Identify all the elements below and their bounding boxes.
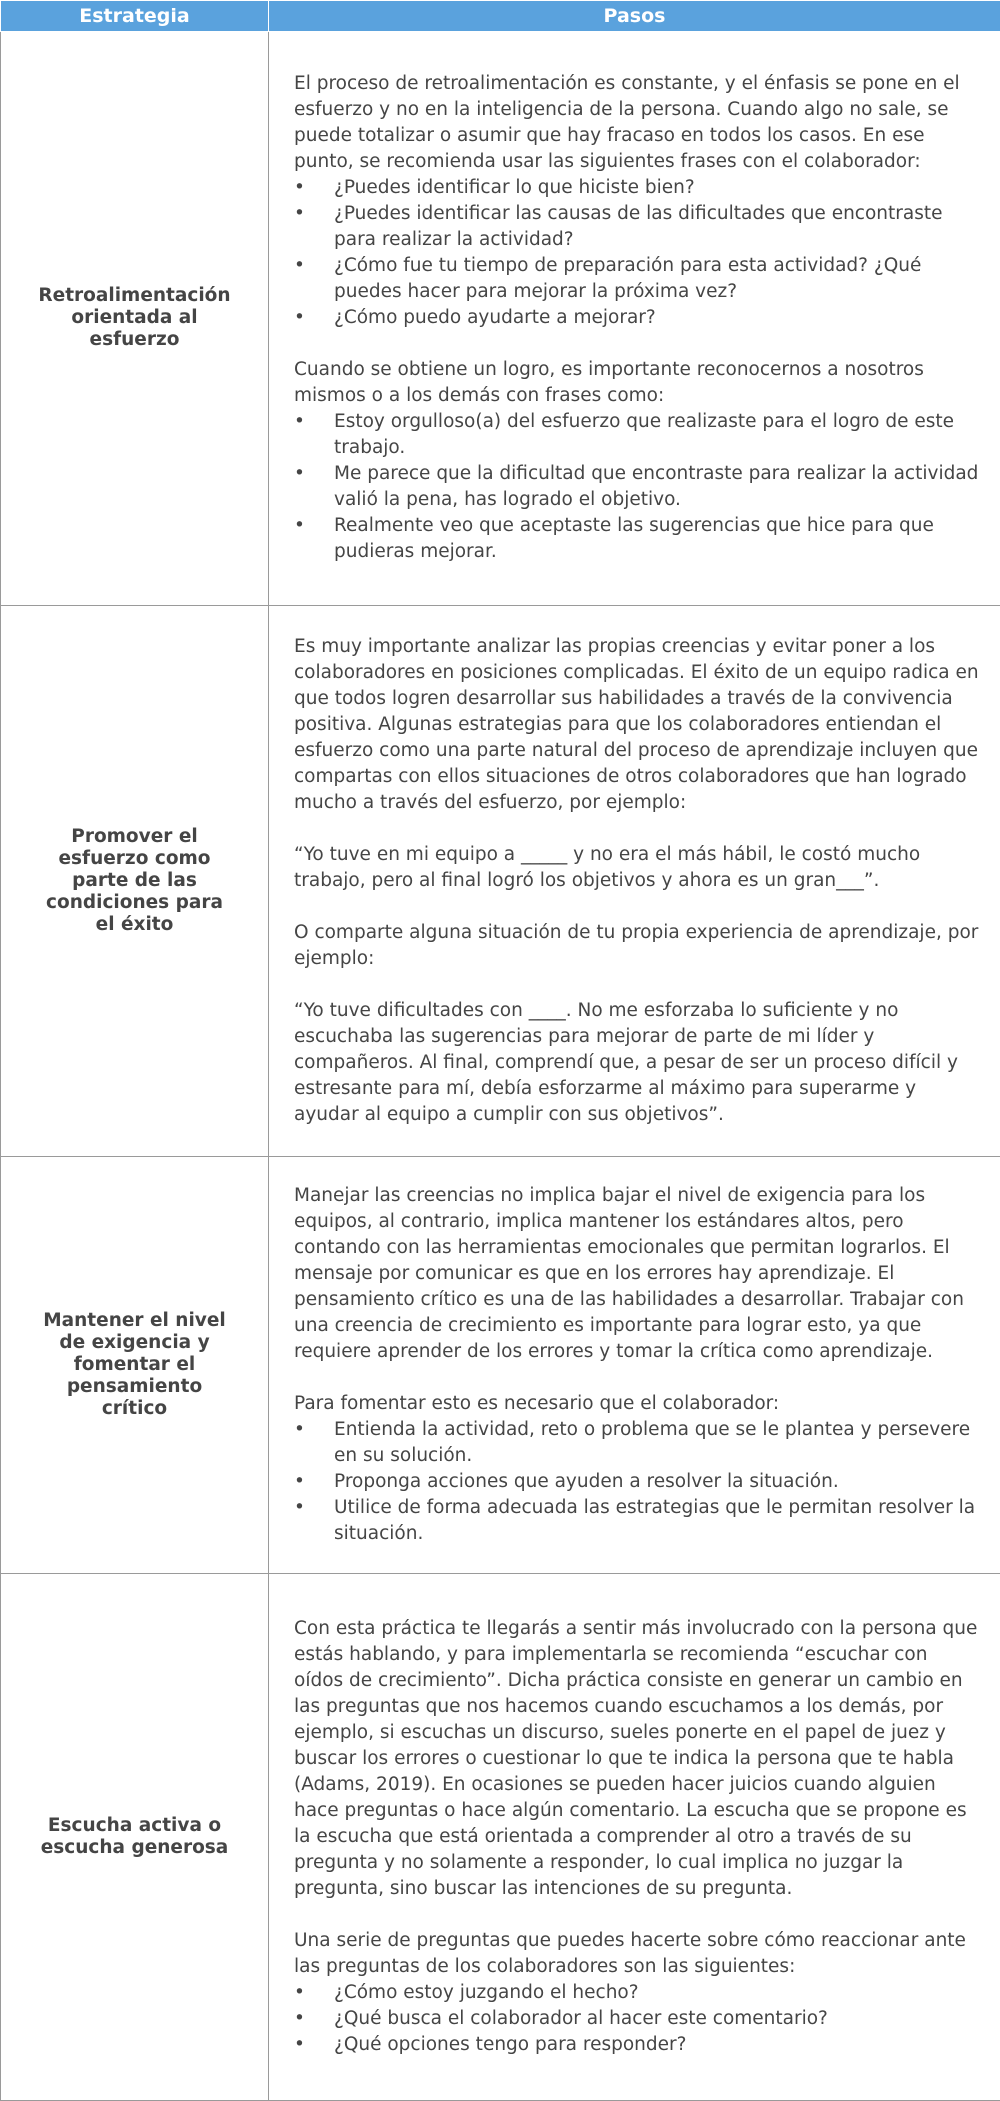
table-header-row bbox=[1, 1, 1000, 32]
list-item bbox=[294, 2032, 982, 2058]
list-item-text: ¿Puedes identificar lo que hiciste bien? bbox=[334, 177, 695, 199]
list-item-text: ¿Cómo estoy juzgando el hecho? bbox=[334, 1982, 639, 2004]
list-item-text: ¿Qué opciones tengo para responder? bbox=[334, 2034, 687, 2056]
list-item bbox=[294, 409, 982, 461]
steps-cell bbox=[269, 32, 1000, 606]
list-item-text: Entienda la actividad, reto o problema que se le plantea y persevere en su solución. bbox=[334, 1419, 971, 1467]
bullet-icon: • bbox=[294, 307, 305, 329]
paragraph: Manejar las creencias no implica bajar el nivel de exigencia para los equipos, al contrario, implica mantener los estándares altos, pero contando con las herramientas emocionales que permitan lograrlos. El mensaje por comunicar es que en los errores hay aprendizaje. El pensamiento crítico es una de las habilidades a desarrollar. Trabajar con una creencia de crecimiento es importante para lograr esto, ya que requiere aprender de los errores y tomar la crítica como aprendizaje. bbox=[294, 1185, 964, 1363]
bullet-icon: • bbox=[294, 177, 305, 199]
strategy-cell: Promover el esfuerzo como parte de las condiciones para el éxito bbox=[1, 605, 269, 1157]
bullet-icon: • bbox=[294, 203, 305, 225]
bullet-icon: • bbox=[294, 1471, 305, 1493]
paragraph: “Yo tuve en mi equipo a _____ y no era el más hábil, le costó mucho trabajo, pero al final logró los objetivos y ahora es un gran___”. bbox=[294, 843, 921, 891]
bullet-list bbox=[294, 409, 982, 565]
paragraph: El proceso de retroalimentación es constante, y el énfasis se pone en el esfuerzo y no en la inteligencia de la persona. Cuando algo no sale, se puede totalizar o asumir que hay fracaso en todos los casos. En ese punto, se recomienda usar las siguientes frases con el colaborador: bbox=[294, 73, 960, 173]
steps-cell bbox=[269, 1157, 1000, 1574]
list-item bbox=[294, 1417, 982, 1469]
paragraph: Una serie de preguntas que puedes hacerte sobre cómo reaccionar ante las preguntas de los colaboradores son las siguientes: bbox=[294, 1930, 966, 1978]
paragraph: Con esta práctica te llegarás a sentir más involucrado con la persona que estás hablando, y para implementarla se recomienda “escuchar con oídos de crecimiento”. Dicha práctica consiste en generar un cambio en las preguntas que nos hacemos cuando escuchamos a los demás, por ejemplo, si escuchas un discurso, sueles ponerte en el papel de juez y buscar los errores o cuestionar lo que te indica la persona que te habla (Adams, 2019). En ocasiones se pueden hacer juicios cuando alguien hace preguntas o hace algún comentario. La escucha que se propone es la escucha que está orientada a comprender al otro a través de su pregunta y no solamente a responder, lo cual implica no juzgar la pregunta, sino buscar las intenciones de su pregunta. bbox=[294, 1618, 978, 1900]
strategy-cell: Escucha activa o escucha generosa bbox=[1, 1574, 269, 2101]
paragraph: “Yo tuve dificultades con ____. No me esforzaba lo suficiente y no escuchaba las sugerencias para mejorar de parte de mi líder y compañeros. Al final, comprendí que, a pesar de ser un proceso difícil y estresante para mí, debía esforzarme al máximo para superarme y ayudar al equipo a cumplir con sus objetivos”. bbox=[294, 999, 958, 1125]
bullet-icon: • bbox=[294, 255, 305, 277]
bullet-icon: • bbox=[294, 1497, 305, 1519]
list-item bbox=[294, 1469, 982, 1495]
list-item-text: Me parece que la dificultad que encontraste para realizar la actividad valió la pena, has logrado el objetivo. bbox=[334, 463, 979, 511]
steps-cell bbox=[269, 605, 1000, 1157]
list-item-text: ¿Cómo puedo ayudarte a mejorar? bbox=[334, 307, 656, 329]
list-item bbox=[294, 253, 982, 305]
list-item-text: ¿Cómo fue tu tiempo de preparación para esta actividad? ¿Qué puedes hacer para mejorar la próxima vez? bbox=[334, 255, 922, 303]
bullet-icon: • bbox=[294, 463, 305, 485]
bullet-icon: • bbox=[294, 2034, 305, 2056]
header-strategy: Estrategia bbox=[1, 1, 269, 32]
bullet-icon: • bbox=[294, 411, 305, 433]
strategy-cell: Retroalimentación orientada al esfuerzo bbox=[1, 32, 269, 606]
list-item-text: Proponga acciones que ayuden a resolver la situación. bbox=[334, 1471, 839, 1493]
bullet-icon: • bbox=[294, 2008, 305, 2030]
list-item bbox=[294, 201, 982, 253]
table-row bbox=[1, 605, 1000, 1157]
steps-cell bbox=[269, 1574, 1000, 2101]
header-steps: Pasos bbox=[269, 1, 1000, 32]
bullet-icon: • bbox=[294, 1982, 305, 2004]
paragraph: Cuando se obtiene un logro, es importante reconocernos a nosotros mismos o a los demás con frases como: bbox=[294, 359, 924, 407]
list-item-text: Realmente veo que aceptaste las sugerencias que hice para que pudieras mejorar. bbox=[334, 515, 934, 563]
list-item bbox=[294, 2006, 982, 2032]
bullet-icon: • bbox=[294, 515, 305, 537]
list-item bbox=[294, 1980, 982, 2006]
bullet-icon: • bbox=[294, 1419, 305, 1441]
list-item-text: ¿Puedes identificar las causas de las dificultades que encontraste para realizar la actividad? bbox=[334, 203, 943, 251]
bullet-list bbox=[294, 1980, 982, 2058]
list-item bbox=[294, 305, 982, 331]
table-row bbox=[1, 1157, 1000, 1574]
strategy-cell: Mantener el nivel de exigencia y fomentar el pensamiento crítico bbox=[1, 1157, 269, 1574]
bullet-list bbox=[294, 1417, 982, 1547]
list-item-text: Utilice de forma adecuada las estrategias que le permitan resolver la situación. bbox=[334, 1497, 976, 1545]
paragraph: Es muy importante analizar las propias creencias y evitar poner a los colaboradores en posiciones complicadas. El éxito de un equipo radica en que todos logren desarrollar sus habilidades a través de la convivencia positiva. Algunas estrategias para que los colaboradores entiendan el esfuerzo como una parte natural del proceso de aprendizaje incluyen que compartas con ellos situaciones de otros colaboradores que han logrado mucho a través del esfuerzo, por ejemplo: bbox=[294, 635, 979, 813]
list-item-text: ¿Qué busca el colaborador al hacer este comentario? bbox=[334, 2008, 828, 2030]
list-item bbox=[294, 461, 982, 513]
list-item bbox=[294, 1495, 982, 1547]
list-item-text: Estoy orgulloso(a) del esfuerzo que realizaste para el logro de este trabajo. bbox=[334, 411, 955, 459]
bullet-list bbox=[294, 175, 982, 331]
table-row bbox=[1, 32, 1000, 606]
list-item bbox=[294, 513, 982, 565]
paragraph: O comparte alguna situación de tu propia experiencia de aprendizaje, por ejemplo: bbox=[294, 921, 979, 969]
table-row bbox=[1, 1574, 1000, 2101]
list-item bbox=[294, 175, 982, 201]
paragraph: Para fomentar esto es necesario que el colaborador: bbox=[294, 1393, 780, 1415]
